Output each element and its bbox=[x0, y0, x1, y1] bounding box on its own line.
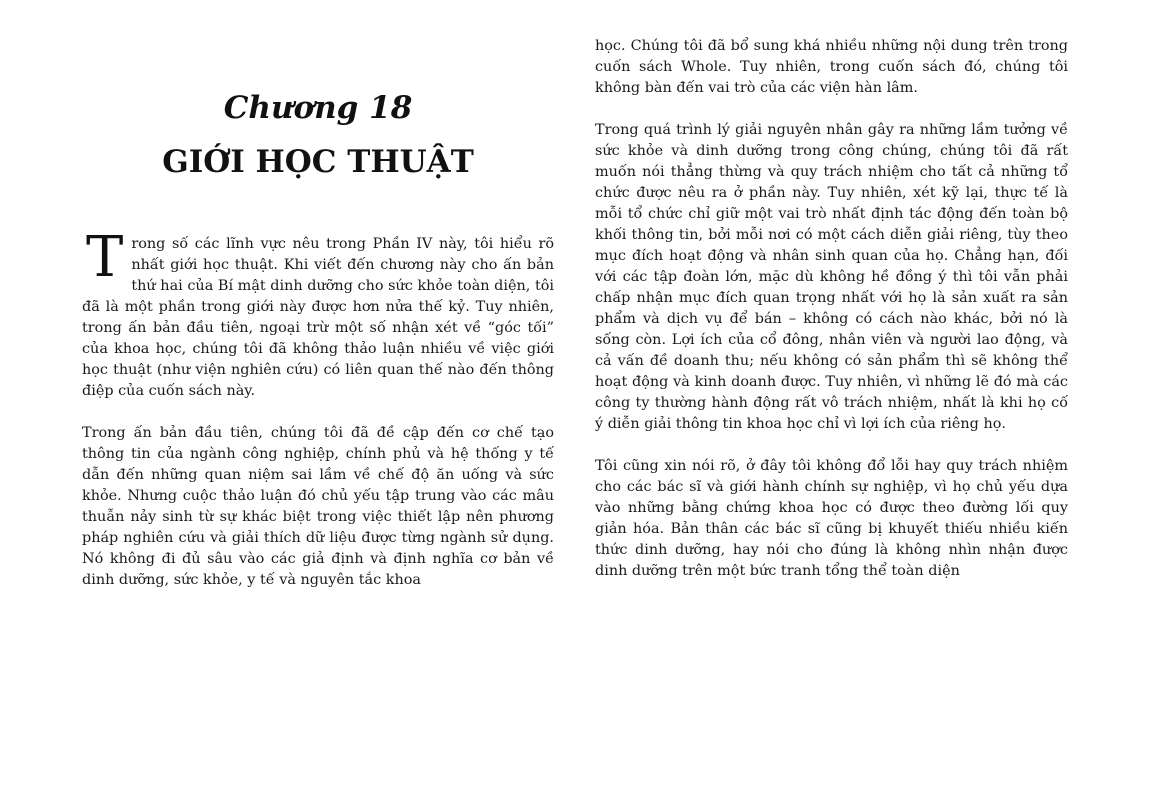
paragraph-1 bbox=[82, 225, 554, 402]
paragraph-2: Trong ấn bản đầu tiên, chúng tôi đã đề cập đến cơ chế tạo thông tin của ngành công nghiệp, chính phủ và hệ thống y tế dẫn đến những quan niệm sai lầm về chế độ ăn uống và sức khỏe. Nhưng cuộc thảo luận đó chủ yếu tập trung vào các mâu thuẫn nảy sinh từ sự khác biệt trong việc thiết lập nên phương pháp nghiên cứu và giải thích dữ liệu được từng ngành sử dụng. Nó không đi đủ sâu vào các giả định và định nghĩa cơ bản về dinh dưỡng, sức khỏe, y tế và nguyên tắc khoa bbox=[82, 425, 554, 588]
chapter-number: Chương 18 bbox=[223, 90, 413, 126]
right-column bbox=[595, 36, 1068, 582]
paragraph-3: học. Chúng tôi đã bổ sung khá nhiều những nội dung trên trong cuốn sách Whole. Tuy nhiên, trong cuốn sách đó, chúng tôi không bàn đến vai trò của các viện hàn lâm. bbox=[595, 38, 1068, 96]
chapter-title: GIỚI HỌC THUẬT bbox=[162, 144, 474, 180]
drop-cap-letter: T bbox=[86, 225, 124, 290]
paragraph-4: Trong quá trình lý giải nguyên nhân gây ra những lầm tưởng về sức khỏe và dinh dưỡng trong công chúng, chúng tôi đã rất muốn nói thẳng thừng và quy trách nhiệm cho tất cả những tổ chức được nêu ra ở phần này. Tuy nhiên, xét kỹ lại, thực tế là mỗi tổ chức chỉ giữ một vai trò nhất định tác động đến toàn bộ khối thông tin, bởi mỗi nơi có một cách diễn giải riêng, tùy theo mục đích hoạt động và nhân sinh quan của họ. Chẳng hạn, đối với các tập đoàn lớn, mặc dù không hề đồng ý thì tôi vẫn phải chấp nhận mục đích quan trọng nhất với họ là sản xuất ra sản phẩm và dịch vụ để bán – không có cách nào khác, bởi nó là sống còn. Lợi ích của cổ đông, nhân viên và người lao động, và cả vấn đề doanh thu; nếu không có sản phẩm thì sẽ không thể hoạt động và kinh doanh được. Tuy nhiên, vì những lẽ đó mà các công ty thường hành động rất vô trách nhiệm, nhất là khi họ cố ý diễn giải thông tin khoa học chỉ vì lợi ích của riêng họ. bbox=[595, 122, 1068, 432]
paragraph-1-text: rong số các lĩnh vực nêu trong Phần IV này, tôi hiểu rõ nhất giới học thuật. Khi viết đến chương này cho ấn bản thứ hai của Bí mật dinh dưỡng cho sức khỏe toàn diện, tôi đã là một phần trong giới này được hơn nửa thế kỷ. Tuy nhiên, trong ấn bản đầu tiên, ngoại trừ một số nhận xét về “góc tối” của khoa học, chúng tôi đã không thảo luận nhiều về việc giới học thuật (như viện nghiên cứu) có liên quan thế nào đến thông điệp của cuốn sách này. bbox=[82, 236, 554, 399]
paragraph-5: Tôi cũng xin nói rõ, ở đây tôi không đổ lỗi hay quy trách nhiệm cho các bác sĩ và giới hành chính sự nghiệp, vì họ chủ yếu dựa vào những bằng chứng khoa học có được theo đường lối quy giản hóa. Bản thân các bác sĩ cũng bị khuyết thiếu nhiều kiến thức dinh dưỡng, hay nói cho đúng là không nhìn nhận được dinh dưỡng trên một bức tranh tổng thể toàn diện bbox=[595, 458, 1068, 579]
left-column bbox=[82, 88, 554, 591]
